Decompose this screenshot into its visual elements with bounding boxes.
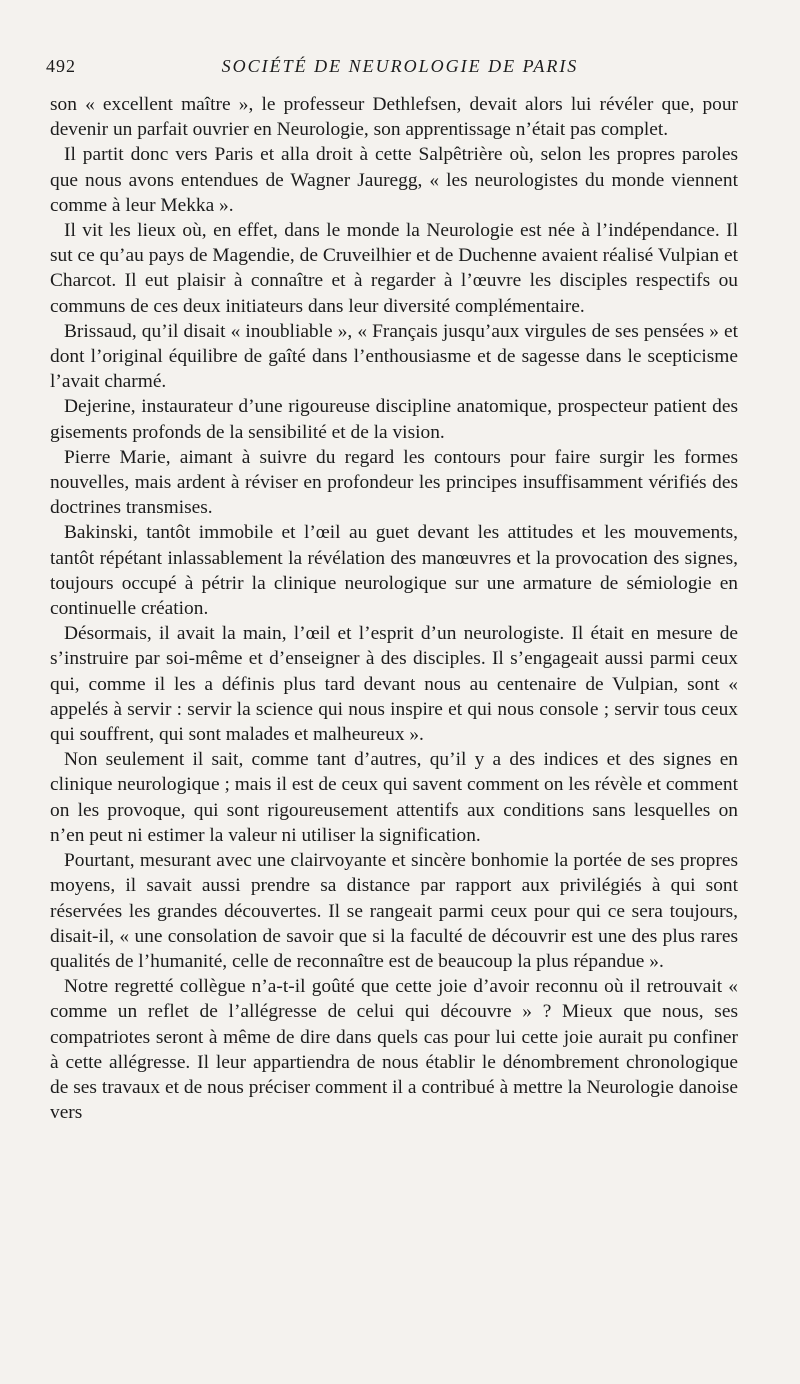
page-header [46,56,754,84]
paragraph: Notre regretté collègue n’a-t-il goûté que cette joie d’avoir reconnu où il retrouvait « comme un reflet de l’allégresse de celui qui découvre » ? Mieux que nous, ses compatriotes seront à même de dire dans quels cas pour lui cette joie aurait pu confiner à cette allégresse. Il leur appartiendra de nous établir le dénombrement chronologique de ses travaux et de nous préciser comment il a contribué à mettre la Neurologie danoise vers [50,976,738,1124]
paragraph: Il partit donc vers Paris et alla droit à cette Salpêtrière où, selon les propres paroles que nous avons entendues de Wagner Jauregg, « les neurologistes du monde viennent comme à leur Mekka ». [50,144,738,216]
paragraph: Non seulement il sait, comme tant d’autres, qu’il y a des indices et des signes en clinique neurologique ; mais il est de ceux qui savent comment on les révèle et comment on les provoque, qui sont rigoureusement attentifs aux conditions sans lesquelles on n’en peut ni estimer la valeur ni utiliser la signification. [50,749,738,846]
paragraph: Il vit les lieux où, en effet, dans le monde la Neurologie est née à l’indépendance. Il sut ce qu’au pays de Magendie, de Cruveilhier et de Duchenne avaient réalisé Vulpian et Charcot. Il eut plaisir à connaître et à regarder à l’œuvre les disciples respectifs ou communs de ces deux initiateurs dans leur diversité complémentaire. [50,220,738,317]
body-text [50,92,738,1125]
paragraph: Pourtant, mesurant avec une clairvoyante et sincère bonhomie la portée de ses propres moyens, il savait aussi prendre sa distance par rapport aux privilégiés à qui sont réservées les grandes découvertes. Il se rangeait parmi ceux pour qui ce sera toujours, disait-il, « une consolation de savoir que si la faculté de découvrir est une des plus rares qualités de l’humanité, celle de reconnaître est de beaucoup la plus répandue ». [50,850,738,972]
page-number: 492 [46,56,76,76]
running-title: SOCIÉTÉ DE NEUROLOGIE DE PARIS [221,56,579,76]
paragraph: Dejerine, instaurateur d’une rigoureuse discipline anatomique, prospecteur patient des gisements profonds de la sensibilité et de la vision. [50,396,738,443]
paragraph: son « excellent maître », le professeur Dethlefsen, devait alors lui révéler que, pour devenir un parfait ouvrier en Neurologie, son apprentissage n’était pas complet. [50,94,738,141]
paragraph: Brissaud, qu’il disait « inoubliable », « Français jusqu’aux virgules de ses pensées » et dont l’original équilibre de gaîté dans l’enthousiasme et de sagesse dans le scepticisme l’avait charmé. [50,320,738,393]
paragraph: Bakinski, tantôt immobile et l’œil au guet devant les attitudes et les mouvements, tantôt répétant inlassablement la révélation des manœuvres et la provocation des signes, toujours occupé à pétrir la clinique neurologique sur une armature de sémiologie en continuelle création. [50,522,738,620]
paragraph: Désormais, il avait la main, l’œil et l’esprit d’un neurologiste. Il était en mesure de s’instruire par soi-même et d’enseigner à des disciples. Il s’engageait aussi parmi ceux qui, comme il les a définis plus tard devant nous au centenaire de Vulpian, sont « appelés à servir : servir la science qui nous inspire et qui nous console ; servir tous ceux qui souffrent, qui sont malades et malheureux ». [50,623,738,746]
paragraph: Pierre Marie, aimant à suivre du regard les contours pour faire surgir les formes nouvelles, mais ardent à réviser en profondeur les principes insuffisamment vérifiés des doctrines transmises. [50,446,738,519]
